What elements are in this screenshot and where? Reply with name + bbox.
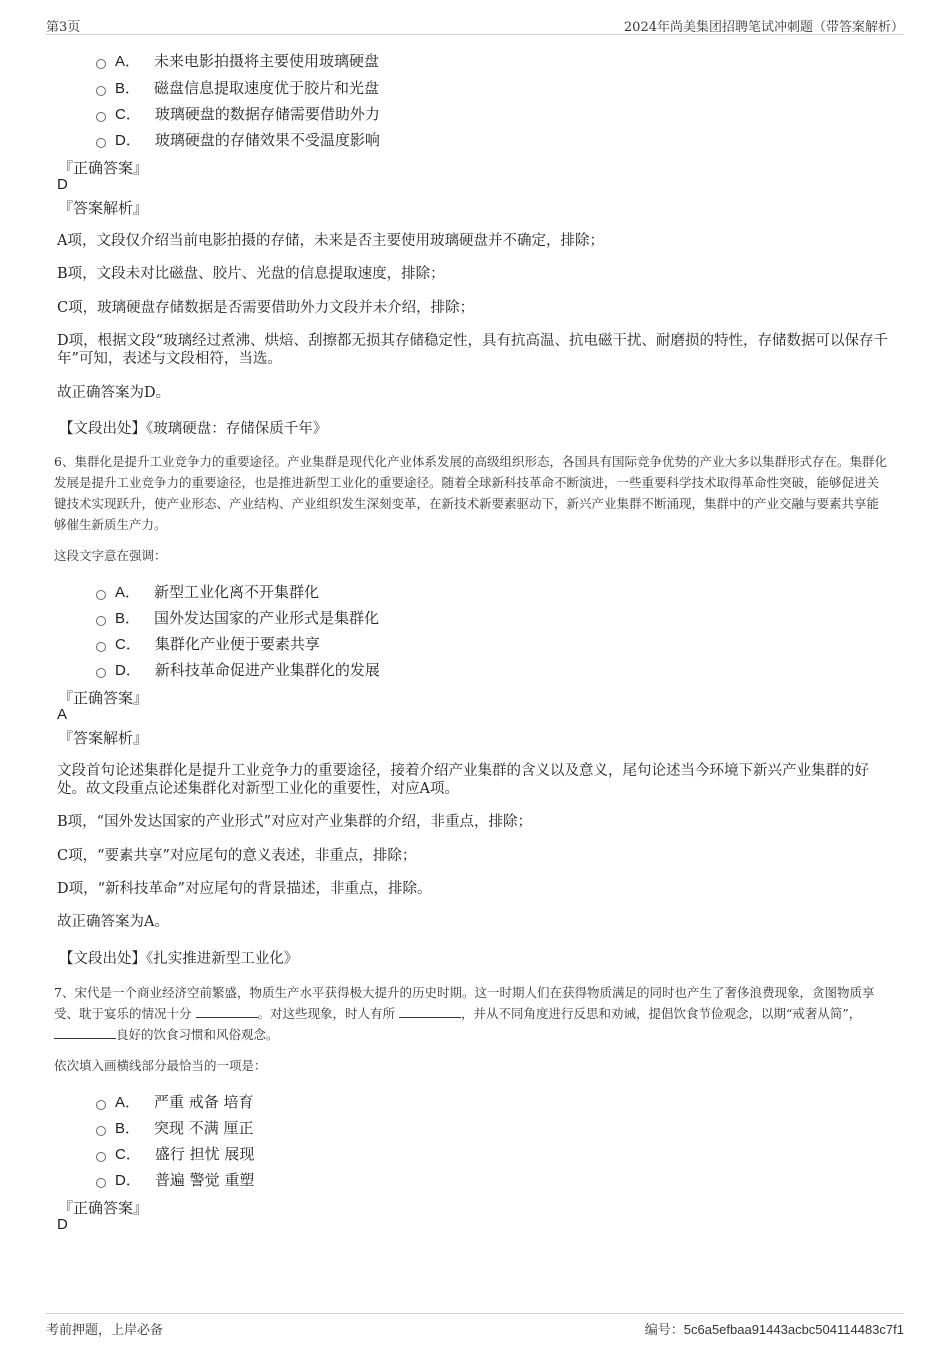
q6-analysis-b: B项，“国外发达国家的产业形式”对应对产业集群的介绍，非重点，排除； (57, 814, 532, 830)
document-code: 编号：5c6a5efbaa91443acbc504114483c7f1 (644, 1322, 904, 1338)
q7-option-a[interactable]: A． 严重 戒备 培育 (96, 1091, 254, 1111)
q6-option-b[interactable]: B． 国外发达国家的产业形式是集群化 (96, 607, 379, 627)
q6-option-c[interactable]: C． 集群化产业便于要素共享 (96, 633, 320, 653)
radio-icon[interactable] (96, 1152, 106, 1162)
radio-icon[interactable] (96, 138, 106, 148)
q5-answer: D (57, 176, 68, 193)
q6-stem: 6、集群化是提升工业竞争力的重要途径。产业集群是现代化产业体系发展的高级组织形态，各国具有国际竞争优势的产业大多以集群形式存在。集群化发展是提升工业竞争力的重要途径，也是推进新型工业化的重要途径。随着全球新科技革命不断演进，一些重要科学技术取得革命性突破，能够促进关键技术实现跃升，使产业形态、产业结构、产业组织发生深刻变革，在新技术新要素驱动下，新兴产业集群不断涌现，集群中的产业交融与要素共享能够催生新质生产力。 (54, 454, 887, 532)
fill-blank-2[interactable] (399, 1005, 461, 1018)
q7-option-b[interactable]: B． 突现 不满 厘正 (96, 1117, 254, 1137)
q5-analysis-d: D项，根据文段“玻璃经过煮沸、烘焙、刮擦都无损其存储稳定性，具有抗高温、抗电磁干扰、耐磨损的特性，存储数据可以保存千年”可知，表述与文段相符，当选。 (57, 333, 889, 367)
radio-icon[interactable] (96, 86, 106, 96)
radio-icon[interactable] (96, 616, 106, 626)
q7-prompt: 依次填入画横线部分最恰当的一项是： (54, 1058, 267, 1073)
q7-option-c[interactable]: C． 盛行 担忧 展现 (96, 1143, 254, 1163)
page-footer (46, 1313, 904, 1336)
radio-icon[interactable] (96, 590, 106, 600)
q6-source: 【文段出处】《扎实推进新型工业化》 (59, 951, 299, 967)
q7-answer-label: 『正确答案』 (58, 1199, 149, 1217)
q6-conclusion: 故正确答案为A。 (57, 914, 169, 930)
radio-icon[interactable] (96, 1100, 106, 1110)
radio-icon[interactable] (96, 642, 106, 652)
q7-option-d[interactable]: D． 普遍 警觉 重塑 (96, 1169, 254, 1189)
radio-icon[interactable] (96, 1178, 106, 1188)
q5-conclusion: 故正确答案为D。 (57, 385, 171, 401)
q6-analysis-d: D项，“新科技革命”对应尾句的背景描述，非重点，排除。 (57, 881, 432, 897)
q6-answer-label: 『正确答案』 (58, 689, 149, 707)
q5-option-b[interactable]: B． 磁盘信息提取速度优于胶片和光盘 (96, 77, 379, 97)
q5-option-c[interactable]: C． 玻璃硬盘的数据存储需要借助外力 (96, 103, 380, 123)
q6-option-d[interactable]: D． 新科技革命促进产业集群化的发展 (96, 659, 380, 679)
q5-analysis-b: B项，文段未对比磁盘、胶片、光盘的信息提取速度，排除； (57, 266, 445, 282)
q5-analysis-a: A项，文段仅介绍当前电影拍摄的存储，未来是否主要使用玻璃硬盘并不确定，排除； (57, 233, 604, 249)
q5-analysis-label: 『答案解析』 (58, 199, 149, 217)
q5-source: 【文段出处】《玻璃硬盘：存储保质千年》 (59, 421, 328, 437)
q5-analysis-c: C项，玻璃硬盘存储数据是否需要借助外力文段并未介绍，排除； (57, 300, 475, 316)
radio-icon[interactable] (96, 59, 106, 69)
q6-analysis-label: 『答案解析』 (58, 729, 149, 747)
q5-answer-label: 『正确答案』 (58, 159, 149, 177)
radio-icon[interactable] (96, 1126, 106, 1136)
radio-icon[interactable] (96, 668, 106, 678)
q6-answer: A (57, 706, 68, 723)
q5-option-d[interactable]: D． 玻璃硬盘的存储效果不受温度影响 (96, 129, 380, 149)
q5-option-a[interactable]: A． 未来电影拍摄将主要使用玻璃硬盘 (96, 50, 379, 70)
fill-blank-1[interactable] (196, 1005, 258, 1018)
fill-blank-3[interactable] (54, 1026, 116, 1039)
q6-option-a[interactable]: A． 新型工业化离不开集群化 (96, 581, 319, 601)
q6-analysis-main: 文段首句论述集群化是提升工业竞争力的重要途径，接着介绍产业集群的含义以及意义，尾句论述当今环境下新兴产业集群的好处。故文段重点论述集群化对新型工业化的重要性，对应A项。 (57, 763, 869, 797)
footer-slogan: 考前押题，上岸必备 (46, 1323, 164, 1338)
page-header (46, 14, 904, 35)
page-number: 第3页 (46, 20, 81, 35)
q6-prompt: 这段文字意在强调： (54, 548, 167, 563)
q6-analysis-c: C项，“要素共享”对应尾句的意义表述，非重点，排除； (57, 848, 417, 864)
q7-answer: D (57, 1216, 68, 1233)
radio-icon[interactable] (96, 112, 106, 122)
document-title: 2024年尚美集团招聘笔试冲刺题（带答案解析） (623, 20, 904, 35)
q7-stem: 7、宋代是一个商业经济空前繁盛，物质生产水平获得极大提升的历史时期。这一时期人们在获得物质满足的同时也产生了奢侈浪费现象，贪图物质享受、耽于宴乐的情况十分 。对这些现象，时人有所 ，并从不同角度进行反思和劝诫，提倡饮食节俭观念，以期“戒奢从简”， 良好的饮食习惯和风俗观念。 (54, 985, 875, 1042)
